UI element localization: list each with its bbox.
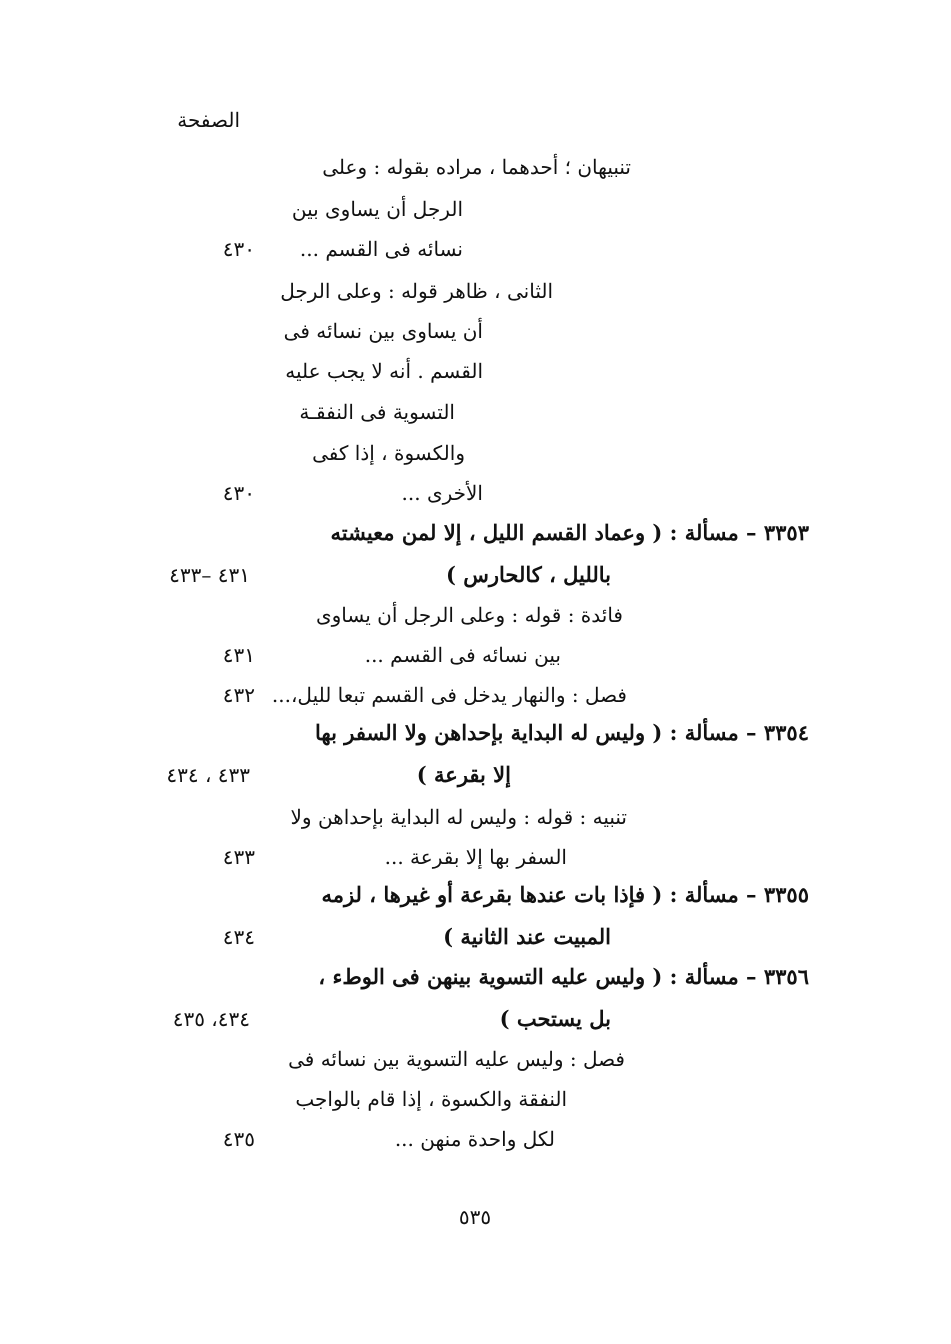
index-line: التسوية فى النفقـة (299, 400, 455, 424)
index-line: النفقة والكسوة ، إذا قام بالواجب (295, 1087, 567, 1111)
page-number: ٥٣٥ (458, 1205, 492, 1229)
page-reference: ٤٣٠ (222, 237, 255, 261)
page-reference: ٤٣٣ (222, 845, 255, 869)
issue-heading: إلا بقرعة ) (416, 762, 511, 787)
index-line: لكل واحدة منهن ... (394, 1127, 555, 1151)
issue-heading: ٣٣٥٦ – مسألة : ( وليس عليه التسوية بينهن فى الوطء ، (318, 964, 809, 989)
page-column-header: الصفحة (177, 108, 240, 132)
index-line: فائدة : قوله : وعلى الرجل أن يساوى (315, 603, 623, 627)
issue-heading: ٣٣٥٣ – مسألة : ( وعماد القسم الليل ، إلا لمن معيشته (330, 520, 809, 545)
index-line: فصل : وليس عليه التسوية بين نسائه فى (288, 1047, 625, 1071)
index-line: نسائه فى القسم ... (299, 237, 463, 261)
index-line: القسم . أنه لا يجب عليه (285, 359, 483, 383)
index-line: أن يساوى بين نسائه فى (283, 319, 483, 343)
issue-heading: المبيت عند الثانية ) (443, 924, 611, 949)
index-line: الأخرى ... (401, 481, 483, 505)
page-reference: ٤٣٢ (222, 683, 255, 707)
issue-heading: ٣٣٥٤ – مسألة : ( وليس له البداية بإحداهن ولا السفر بها (315, 720, 809, 745)
issue-heading: بالليل ، كالحارس ) (445, 562, 611, 587)
page-reference: ٤٣٥ (222, 1127, 255, 1151)
page-reference: ٤٣١ (222, 643, 255, 667)
page-reference: ٤٣٠ (222, 481, 255, 505)
index-line: بين نسائه فى القسم ... (364, 643, 561, 667)
page-reference: ٤٣١ –٤٣٣ (169, 563, 250, 587)
index-line: تنبيه : قوله : وليس له البداية بإحداهن ولا (290, 805, 627, 829)
index-line: الرجل أن يساوى بين (291, 197, 463, 221)
page-reference: ٤٣٤، ٤٣٥ (172, 1007, 250, 1031)
page-reference: ٤٣٣ ، ٤٣٤ (166, 763, 250, 787)
index-line: تنبيهان ؛ أحدهما ، مراده بقوله : وعلى (322, 155, 631, 179)
index-line: السفر بها إلا بقرعة ... (384, 845, 567, 869)
index-line: فصل : والنهار يدخل فى القسم تبعا لليل،... (271, 683, 627, 707)
page-reference: ٤٣٤ (222, 925, 255, 949)
issue-heading: بل يستحب ) (499, 1006, 611, 1031)
index-line: الثانى ، ظاهر قوله : وعلى الرجل (280, 279, 553, 303)
index-line: والكسوة ، إذا كفى (312, 441, 465, 465)
issue-heading: ٣٣٥٥ – مسألة : ( فإذا بات عندها بقرعة أو غيرها ، لزمه (321, 882, 809, 907)
